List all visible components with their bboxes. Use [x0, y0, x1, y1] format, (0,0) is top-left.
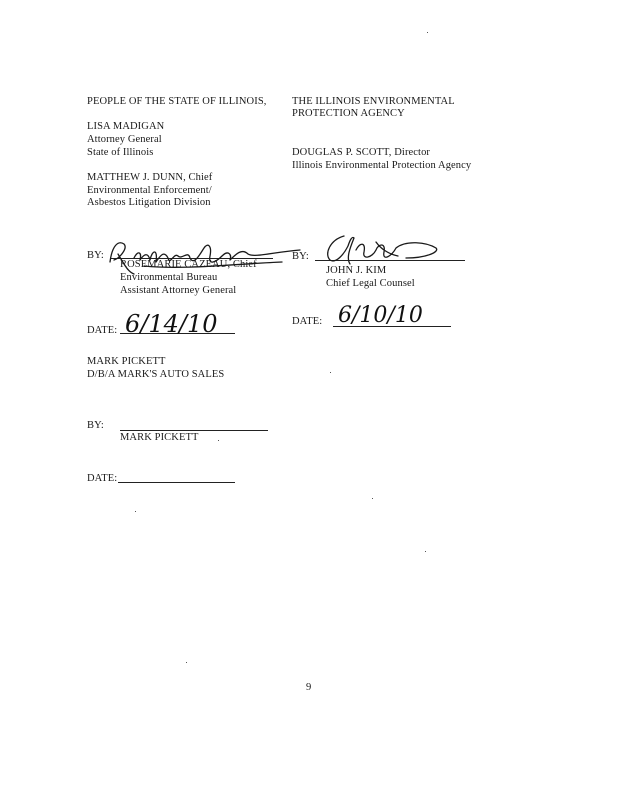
left-signer-role: Assistant Attorney General [120, 285, 237, 296]
right-party-line1: THE ILLINOIS ENVIRONMENTAL [292, 96, 455, 107]
scan-speck [330, 372, 331, 373]
respondent-name: MARK PICKETT [87, 356, 166, 367]
right-date-label: DATE: [292, 316, 323, 327]
right-signer-name: JOHN J. KIM [326, 265, 387, 276]
respondent-signer-name: MARK PICKETT [120, 432, 199, 443]
left-by-label: BY: [87, 250, 104, 261]
attorney-general-name: LISA MADIGAN [87, 121, 165, 132]
left-handwritten-date: 6/14/10 [125, 310, 218, 338]
scan-speck [372, 498, 373, 499]
left-date-label: DATE: [87, 325, 118, 336]
director-name: DOUGLAS P. SCOTT, Director [292, 147, 431, 158]
respondent-dba: D/B/A MARK'S AUTO SALES [87, 369, 225, 380]
right-handwritten-date: 6/10/10 [338, 303, 423, 328]
left-signer-name: ROSEMARIE CAZEAU, Chief [120, 259, 257, 270]
left-party-name: PEOPLE OF THE STATE OF ILLINOIS, [87, 96, 267, 107]
respondent-by-label: BY: [87, 420, 104, 431]
chief-name: MATTHEW J. DUNN, Chief [87, 172, 213, 183]
attorney-general-title: Attorney General [87, 134, 162, 145]
scan-speck [425, 551, 426, 552]
right-party-line2: PROTECTION AGENCY [292, 108, 405, 119]
scan-speck [135, 511, 136, 512]
respondent-date-line [118, 482, 235, 483]
respondent-signature-line [120, 430, 268, 431]
scan-speck [186, 662, 187, 663]
respondent-date-label: DATE: [87, 473, 118, 484]
right-by-label: BY: [292, 251, 309, 262]
right-handwritten-signature [316, 230, 446, 270]
attorney-general-state: State of Illinois [87, 147, 154, 158]
chief-division-line1: Environmental Enforcement/ [87, 185, 212, 196]
scan-speck [427, 32, 428, 33]
chief-division-line2: Asbestos Litigation Division [87, 197, 211, 208]
director-agency: Illinois Environmental Protection Agency [292, 160, 472, 171]
left-signer-title: Environmental Bureau [120, 272, 218, 283]
right-signer-title: Chief Legal Counsel [326, 278, 415, 289]
scan-speck [218, 440, 219, 441]
page-number: 9 [306, 682, 312, 693]
